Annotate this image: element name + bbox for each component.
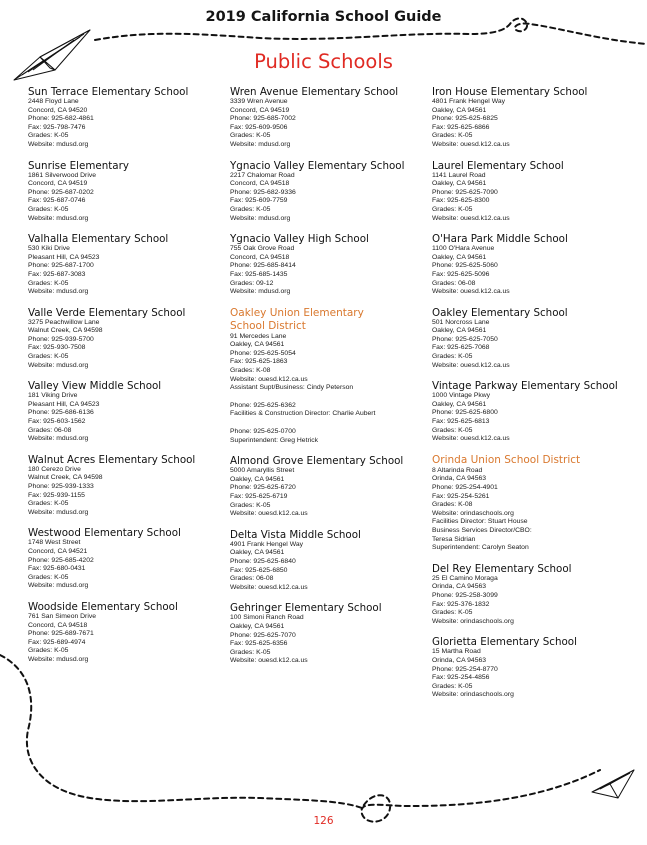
detail-line: Phone: 925-625-7050 bbox=[432, 335, 498, 343]
detail-line: 15 Martha Road bbox=[432, 648, 481, 656]
page-number: 126 bbox=[313, 815, 334, 827]
school-entry bbox=[230, 602, 425, 666]
school-name: O'Hara Park Middle School bbox=[432, 233, 568, 246]
detail-line: Grades: K-05 bbox=[28, 500, 69, 508]
detail-line: 3339 Wren Avenue bbox=[230, 98, 288, 105]
school-name: Glorietta Elementary School bbox=[432, 636, 577, 649]
detail-line: Website: ouesd.k12.ca.us bbox=[432, 361, 510, 369]
detail-line: Grades: 09-12 bbox=[230, 279, 274, 287]
detail-line: Phone: 925-625-6800 bbox=[432, 409, 498, 417]
detail-line: Fax: 925-680-0431 bbox=[28, 565, 86, 573]
detail-line: Concord, CA 94521 bbox=[28, 547, 88, 555]
detail-line: Phone: 925-939-5700 bbox=[28, 335, 94, 343]
detail-line: Fax: 925-625-6719 bbox=[230, 493, 288, 500]
school-entry bbox=[432, 86, 642, 150]
detail-line: Orinda, CA 94563 bbox=[432, 656, 487, 664]
school-entry bbox=[230, 233, 425, 297]
school-entry bbox=[432, 233, 642, 297]
detail-line: Grades: K-05 bbox=[432, 609, 473, 617]
school-name: Delta Vista Middle School bbox=[230, 528, 361, 541]
detail-line: Oakley, CA 94561 bbox=[230, 475, 285, 483]
detail-line: 25 El Camino Moraga bbox=[432, 574, 498, 582]
detail-line: Grades: K-05 bbox=[432, 426, 473, 434]
detail-line: Website: mdusd.org bbox=[28, 508, 89, 516]
detail-line: Oakley, CA 94561 bbox=[230, 549, 285, 557]
detail-line: Teresa Sidrian bbox=[432, 535, 476, 543]
detail-line: 755 Oak Grove Road bbox=[230, 245, 295, 253]
detail-line: Grades: K-05 bbox=[432, 132, 473, 140]
school-name: Valhalla Elementary School bbox=[28, 233, 169, 246]
detail-line: Facilities Director: Stuart House bbox=[432, 518, 528, 526]
detail-line: 8 Altarinda Road bbox=[432, 466, 483, 474]
detail-line: Fax: 925-609-9506 bbox=[230, 123, 288, 131]
detail-line: Fax: 925-609-7759 bbox=[230, 197, 288, 205]
school-name: Iron House Elementary School bbox=[432, 86, 588, 98]
detail-line: Fax: 925-625-1863 bbox=[230, 358, 288, 366]
detail-line: Grades: K-05 bbox=[432, 353, 473, 361]
detail-line: Concord, CA 94520 bbox=[28, 106, 88, 114]
detail-line: Fax: 925-625-6866 bbox=[432, 123, 490, 131]
detail-line: 91 Mercedes Lane bbox=[230, 332, 287, 340]
detail-line: Concord, CA 94518 bbox=[230, 253, 290, 261]
detail-line: 180 Cerezo Drive bbox=[28, 465, 81, 473]
school-name: Sun Terrace Elementary School bbox=[28, 86, 189, 98]
spacer bbox=[230, 419, 425, 428]
detail-line: 1861 Silverwood Drive bbox=[28, 171, 97, 179]
detail-line: Website: ouesd.k12.ca.us bbox=[230, 657, 308, 665]
school-entry bbox=[432, 636, 642, 700]
detail-line: Fax: 925-687-3083 bbox=[28, 270, 86, 278]
detail-line: Grades: K-05 bbox=[28, 573, 69, 581]
detail-line: Phone: 925-625-6825 bbox=[432, 115, 498, 123]
detail-line: Phone: 925-254-4901 bbox=[432, 484, 498, 491]
detail-line: Grades: K-05 bbox=[230, 205, 271, 213]
school-name: Westwood Elementary School bbox=[28, 527, 181, 540]
detail-line: Fax: 925-687-0746 bbox=[28, 197, 86, 205]
detail-line: 530 Kiki Drive bbox=[28, 245, 70, 253]
detail-line: Phone: 925-686-6136 bbox=[28, 409, 94, 417]
detail-line: Phone: 925-687-1700 bbox=[28, 262, 94, 270]
detail-line: Website: orindaschools.org bbox=[432, 509, 514, 517]
detail-line: Fax: 925-685-1435 bbox=[230, 270, 288, 278]
detail-line: Fax: 925-625-6356 bbox=[230, 640, 288, 648]
detail-line: Oakley, CA 94561 bbox=[432, 327, 487, 335]
school-name: Oakley Elementary School bbox=[432, 306, 568, 319]
detail-line: Website: ouesd.k12.ca.us bbox=[432, 435, 510, 443]
column-3 bbox=[432, 86, 642, 710]
district-entry bbox=[432, 454, 642, 553]
detail-line: Grades: K-05 bbox=[432, 682, 473, 690]
page-header: 2019 California School Guide bbox=[205, 9, 442, 25]
school-name: Valley View Middle School bbox=[28, 380, 162, 393]
detail-line: Website: ouesd.k12.ca.us bbox=[432, 140, 510, 148]
detail-line: Business Services Director/CBO: bbox=[432, 526, 532, 534]
detail-line: Grades: 06-08 bbox=[432, 279, 476, 287]
detail-line: Fax: 925-254-4856 bbox=[432, 674, 490, 682]
detail-line: 1100 O'Hara Avenue bbox=[432, 245, 495, 253]
detail-line: Fax: 925-939-1155 bbox=[28, 491, 85, 499]
district-name: Oakley Union Elementary School District bbox=[230, 306, 364, 332]
detail-line: Fax: 925-625-5096 bbox=[432, 270, 490, 278]
detail-line: Oakley, CA 94561 bbox=[432, 106, 487, 114]
page-title: Public Schools bbox=[254, 50, 393, 73]
detail-line: 1748 West Street bbox=[28, 539, 81, 547]
detail-line: Phone: 925-625-7070 bbox=[230, 631, 296, 639]
detail-line: Website: mdusd.org bbox=[28, 140, 89, 148]
detail-line: Grades: K-05 bbox=[230, 132, 271, 140]
detail-line: Website: mdusd.org bbox=[28, 214, 89, 222]
school-name: Woodside Elementary School bbox=[28, 600, 178, 613]
detail-line: Phone: 925-625-0700 bbox=[230, 428, 296, 436]
detail-line: Phone: 925-625-5054 bbox=[230, 349, 296, 357]
school-name: Sunrise Elementary bbox=[28, 159, 129, 172]
detail-line: Grades: K-05 bbox=[28, 132, 69, 140]
detail-line: Website: orindaschools.org bbox=[432, 691, 514, 699]
detail-line: Orinda, CA 94563 bbox=[432, 475, 487, 483]
detail-line: Grades: K-08 bbox=[432, 501, 473, 509]
detail-line: Website: mdusd.org bbox=[28, 361, 89, 369]
school-entry bbox=[28, 380, 218, 444]
school-entry bbox=[230, 455, 425, 519]
school-entry bbox=[432, 160, 642, 224]
detail-line: 2448 Floyd Lane bbox=[28, 98, 79, 105]
detail-line: Grades: K-08 bbox=[230, 367, 271, 375]
district-name: Orinda Union School District bbox=[432, 453, 581, 466]
school-entry bbox=[28, 160, 218, 224]
detail-line: Fax: 925-625-6813 bbox=[432, 418, 490, 426]
detail-line: 100 Simoni Ranch Road bbox=[230, 614, 304, 622]
detail-line: Pleasant Hill, CA 94523 bbox=[28, 400, 100, 408]
detail-line: Website: mdusd.org bbox=[28, 435, 89, 443]
detail-line: Superintendent: Greg Hetrick bbox=[230, 436, 319, 444]
detail-line: Website: ouesd.k12.ca.us bbox=[230, 375, 308, 383]
detail-line: Phone: 925-258-3099 bbox=[432, 591, 498, 599]
detail-line: Orinda, CA 94563 bbox=[432, 583, 487, 591]
school-entry bbox=[28, 527, 218, 591]
detail-line: Fax: 925-625-8300 bbox=[432, 197, 490, 205]
detail-line: Website: mdusd.org bbox=[230, 140, 291, 148]
detail-line: Website: ouesd.k12.ca.us bbox=[432, 214, 510, 222]
detail-line: Phone: 925-625-6720 bbox=[230, 484, 296, 492]
spacer bbox=[230, 393, 425, 402]
school-name: Del Rey Elementary School bbox=[432, 562, 572, 575]
detail-line: Website: mdusd.org bbox=[28, 582, 89, 590]
detail-line: Superintendent: Carolyn Seaton bbox=[432, 544, 529, 552]
detail-line: Website: orindaschools.org bbox=[432, 617, 514, 625]
school-name: Ygnacio Valley Elementary School bbox=[230, 159, 405, 172]
detail-line: Grades: K-05 bbox=[28, 647, 69, 655]
detail-line: Fax: 925-254-5261 bbox=[432, 492, 490, 500]
school-entry bbox=[28, 307, 218, 371]
detail-line: Phone: 925-687-0202 bbox=[28, 188, 94, 196]
detail-line: Phone: 925-685-8414 bbox=[230, 262, 296, 270]
column-1 bbox=[28, 86, 218, 675]
detail-line: Phone: 925-939-1333 bbox=[28, 483, 94, 490]
detail-line: Phone: 925-685-7002 bbox=[230, 115, 296, 123]
detail-line: Phone: 925-685-4202 bbox=[28, 556, 94, 564]
school-name: Gehringer Elementary School bbox=[230, 602, 382, 615]
detail-line: Website: mdusd.org bbox=[28, 288, 89, 296]
detail-line: Grades: K-05 bbox=[28, 353, 69, 361]
detail-line: Concord, CA 94518 bbox=[28, 621, 88, 629]
paper-plane-icon-right bbox=[592, 770, 634, 798]
detail-line: Fax: 925-930-7508 bbox=[28, 344, 86, 352]
detail-line: 1000 Vintage Pkwy bbox=[432, 392, 491, 400]
detail-line: 5000 Amaryllis Street bbox=[230, 467, 295, 475]
detail-line: Walnut Creek, CA 94598 bbox=[28, 474, 103, 482]
detail-line: Grades: K-05 bbox=[28, 279, 69, 287]
school-name: Ygnacio Valley High School bbox=[230, 233, 369, 246]
detail-line: 3275 Peachwillow Lane bbox=[28, 318, 100, 326]
detail-line: Pleasant Hill, CA 94523 bbox=[28, 253, 100, 261]
detail-line: Concord, CA 94518 bbox=[230, 180, 290, 188]
detail-line: Oakley, CA 94561 bbox=[432, 400, 487, 408]
district-entry bbox=[230, 307, 425, 446]
school-name: Walnut Acres Elementary School bbox=[28, 453, 196, 466]
detail-line: Website: mdusd.org bbox=[28, 655, 89, 663]
detail-line: 2217 Chalomar Road bbox=[230, 171, 295, 179]
detail-line: Oakley, CA 94561 bbox=[432, 180, 487, 188]
detail-line: Concord, CA 94519 bbox=[28, 180, 88, 188]
detail-line: Phone: 925-689-7671 bbox=[28, 630, 94, 638]
detail-line: Fax: 925-798-7476 bbox=[28, 123, 86, 131]
school-entry bbox=[432, 563, 642, 627]
detail-line: Oakley, CA 94561 bbox=[432, 253, 487, 261]
detail-line: Grades: 06-08 bbox=[230, 575, 274, 583]
detail-line: 4801 Frank Hengel Way bbox=[432, 98, 506, 105]
detail-line: 501 Norcross Lane bbox=[432, 318, 490, 326]
school-entry bbox=[28, 86, 218, 150]
detail-line: Fax: 925-603-1562 bbox=[28, 418, 86, 426]
detail-line: Grades: K-05 bbox=[230, 648, 271, 656]
detail-line: Grades: K-05 bbox=[432, 205, 473, 213]
detail-line: Website: mdusd.org bbox=[230, 214, 291, 222]
school-entry bbox=[432, 380, 642, 444]
detail-line: 761 San Simeon Drive bbox=[28, 612, 97, 620]
detail-line: Phone: 925-625-7090 bbox=[432, 188, 498, 196]
school-entry bbox=[230, 529, 425, 593]
school-entry bbox=[28, 601, 218, 665]
school-entry bbox=[432, 307, 642, 371]
detail-line: Fax: 925-625-7068 bbox=[432, 344, 490, 352]
school-entry bbox=[230, 160, 425, 224]
detail-line: Fax: 925-625-6850 bbox=[230, 566, 288, 574]
school-name: Laurel Elementary School bbox=[432, 159, 564, 172]
detail-line: Oakley, CA 94561 bbox=[230, 341, 285, 349]
detail-line: Website: ouesd.k12.ca.us bbox=[230, 583, 308, 591]
school-entry bbox=[28, 454, 218, 518]
school-entry bbox=[28, 233, 218, 297]
detail-line: Phone: 925-625-5060 bbox=[432, 262, 498, 270]
detail-line: Grades: K-05 bbox=[230, 501, 271, 509]
detail-line: Phone: 925-682-4861 bbox=[28, 115, 94, 123]
detail-line: Phone: 925-625-6840 bbox=[230, 557, 296, 565]
school-name: Wren Avenue Elementary School bbox=[230, 86, 399, 98]
detail-line: Phone: 925-254-8770 bbox=[432, 665, 498, 673]
detail-line: Grades: K-05 bbox=[28, 205, 69, 213]
school-name: Vintage Parkway Elementary School bbox=[432, 380, 618, 393]
detail-line: Phone: 925-682-9336 bbox=[230, 188, 296, 196]
detail-line: Assistant Supt/Business: Cindy Peterson bbox=[230, 384, 354, 392]
school-entry bbox=[230, 86, 425, 150]
detail-line: Facilities & Construction Director: Charlie Aubert bbox=[230, 410, 376, 418]
column-2 bbox=[230, 86, 425, 676]
school-name: Almond Grove Elementary School bbox=[230, 455, 404, 468]
detail-line: Fax: 925-376-1832 bbox=[432, 600, 490, 608]
detail-line: Website: ouesd.k12.ca.us bbox=[432, 288, 510, 296]
detail-line: Website: mdusd.org bbox=[230, 288, 291, 296]
detail-line: Walnut Creek, CA 94598 bbox=[28, 327, 103, 335]
detail-line: Phone: 925-625-6362 bbox=[230, 401, 296, 409]
detail-line: Website: ouesd.k12.ca.us bbox=[230, 510, 308, 518]
school-name: Valle Verde Elementary School bbox=[28, 306, 186, 319]
detail-line: Grades: 06-08 bbox=[28, 426, 72, 434]
detail-line: Concord, CA 94519 bbox=[230, 106, 290, 114]
detail-line: Oakley, CA 94561 bbox=[230, 622, 285, 630]
detail-line: Fax: 925-689-4974 bbox=[28, 638, 86, 646]
detail-line: 181 Viking Drive bbox=[28, 392, 78, 400]
detail-line: 1141 Laurel Road bbox=[432, 171, 486, 179]
detail-line: 4901 Frank Hengel Way bbox=[230, 540, 304, 548]
